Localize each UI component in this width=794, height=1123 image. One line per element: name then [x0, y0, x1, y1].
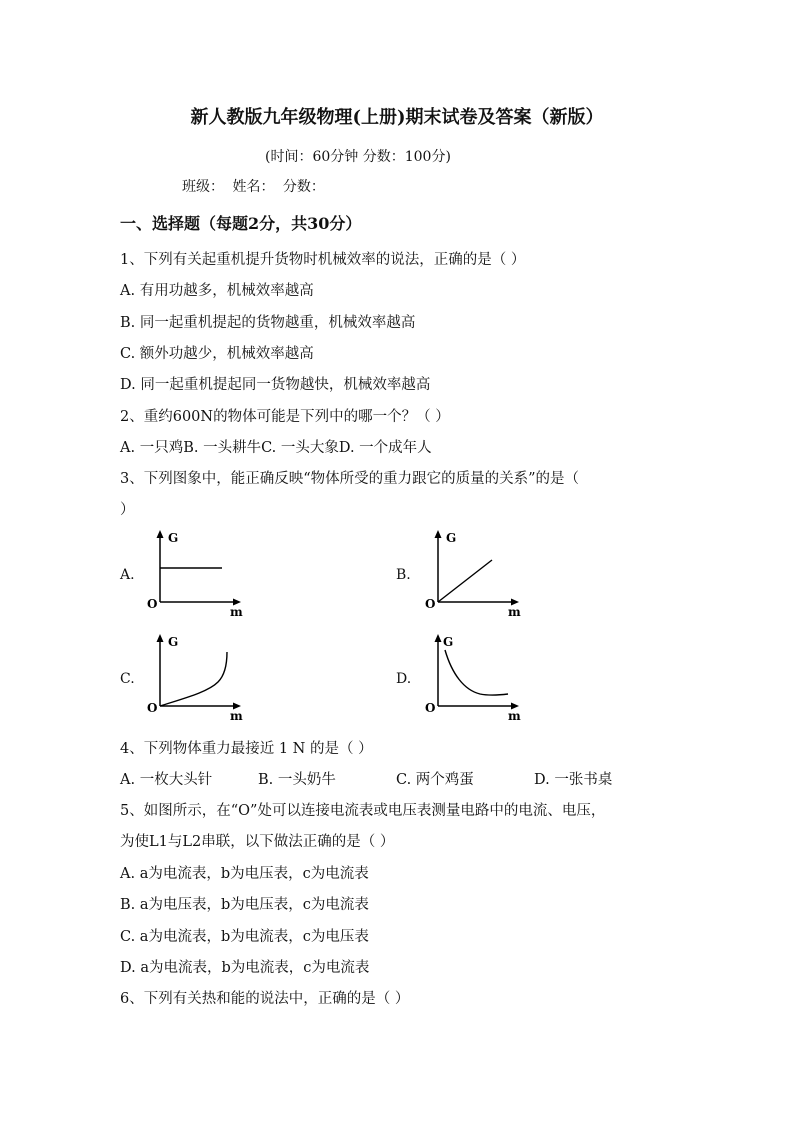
question-4-stem: 4、下列物体重力最接近 1 N 的是（ ） [120, 741, 373, 757]
graph-a-x-label: m [230, 605, 243, 619]
question-3-stem-line2: ） [120, 502, 135, 518]
question-5-option-a: A. a为电流表，b为电压表，c为电流表 [120, 866, 369, 882]
question-2-stem: 2、重约600N的物体可能是下列中的哪一个？（ ） [120, 409, 450, 425]
exam-time-score: (时间：60分钟 分数：100分) [265, 149, 451, 165]
graph-d-y-arrow [435, 634, 442, 642]
question-5-stem-line2: 为使L1与L2串联，以下做法正确的是（ ） [120, 834, 395, 850]
graph-d [418, 632, 528, 724]
question-4-option-d: D. 一张书桌 [534, 772, 613, 788]
graph-b-y-label: G [446, 531, 457, 545]
graph-d-option-label: D. [396, 671, 412, 687]
question-4-option-c: C. 两个鸡蛋 [396, 772, 474, 788]
section-heading-choice: 一、选择题（每题2分，共30分） [120, 214, 362, 233]
question-1-option-a: A. 有用功越多，机械效率越高 [120, 283, 314, 299]
question-4-option-b: B. 一头奶牛 [258, 772, 336, 788]
graph-b-curve [438, 560, 492, 602]
question-5-option-b: B. a为电压表，b为电压表，c为电流表 [120, 897, 369, 913]
question-5-stem-line1: 5、如图所示，在“O”处可以连接电流表或电压表测量电路中的电流、电压， [120, 803, 606, 819]
graph-a-option-label: A. [120, 567, 135, 583]
graph-d-x-label: m [508, 709, 521, 723]
graph-b-origin-label: O [425, 597, 436, 611]
graph-c-y-label: G [168, 635, 179, 649]
graph-b-option-label: B. [396, 567, 411, 583]
graph-c-curve [160, 652, 227, 706]
question-4-option-a: A. 一枚大头针 [120, 772, 213, 788]
graph-c-origin-label: O [147, 701, 158, 715]
question-1-option-c: C. 额外功越少，机械效率越高 [120, 346, 314, 362]
graph-d-origin-label: O [425, 701, 436, 715]
question-5-option-c: C. a为电流表，b为电流表，c为电压表 [120, 929, 369, 945]
graph-a-origin-label: O [147, 597, 158, 611]
graph-c-option-label: C. [120, 671, 135, 687]
student-info-line: 班级： 姓名： 分数： [182, 179, 325, 195]
graph-c-x-label: m [230, 709, 243, 723]
question-2-options: A. 一只鸡B. 一头耕牛C. 一头大象D. 一个成年人 [120, 440, 432, 456]
graph-c-y-arrow [157, 634, 164, 642]
question-1-option-b: B. 同一起重机提起的货物越重，机械效率越高 [120, 315, 416, 331]
graph-b [418, 528, 528, 620]
graph-a-y-arrow [157, 530, 164, 538]
graph-b-x-label: m [508, 605, 521, 619]
graph-b-y-arrow [435, 530, 442, 538]
page-title: 新人教版九年级物理(上册)期末试卷及答案（新版） [190, 107, 604, 128]
question-3-stem-line1: 3、下列图象中，能正确反映“物体所受的重力跟它的质量的关系”的是（ [120, 471, 580, 487]
graph-c [140, 632, 250, 724]
question-6-stem: 6、下列有关热和能的说法中，正确的是（ ） [120, 991, 410, 1007]
graph-a-y-label: G [168, 531, 179, 545]
question-5-option-d: D. a为电流表，b为电流表，c为电流表 [120, 960, 370, 976]
question-1-stem: 1、下列有关起重机提升货物时机械效率的说法，正确的是（ ） [120, 252, 526, 268]
question-1-option-d: D. 同一起重机提起同一货物越快，机械效率越高 [120, 377, 431, 393]
graph-a [140, 528, 250, 620]
graph-d-curve [445, 650, 508, 695]
graph-d-y-label: G [443, 635, 454, 649]
